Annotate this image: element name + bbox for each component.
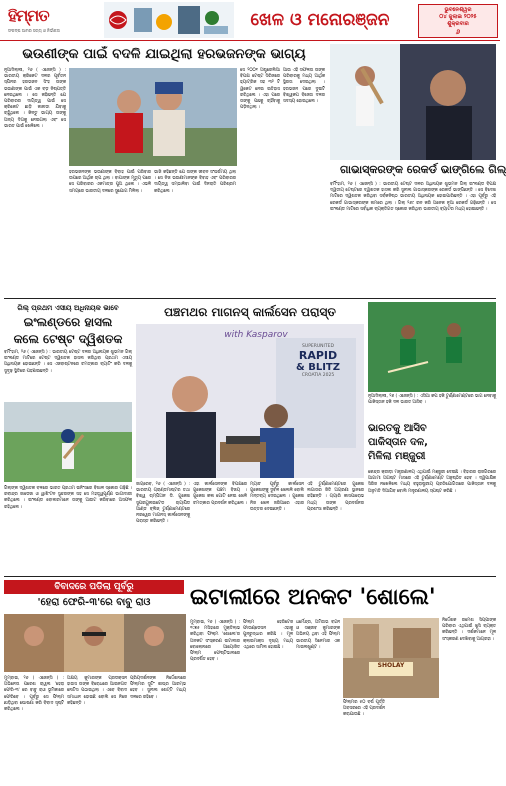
dateline-date: ୦୪ ଜୁଲାଇ ୨୦୨୫ (439, 14, 477, 20)
sholay-col4: ଫିଲ୍ମର ୫୦ ବର୍ଷ ପୂର୍ତ୍ତି ଅବସରରେ ଏହି ପ୍ରଦର୍ଶନ କରାଯାଉଛି । (343, 700, 385, 718)
dateline-city: ଭୁବନେଶ୍ୱର (444, 7, 472, 13)
newspaper-tagline: ସଂକଳ୍ପ ଆମର ସତ୍ୟ ଓ ନିର୍ଭୀକତା (8, 28, 60, 33)
section-divider (4, 298, 496, 299)
harbhajan-col1: ନୂଆଦିଲ୍ଲୀ, ୨୬ ( ଏଜେନ୍ସି ) : ଭାରତୀୟ କ୍ରିକେଟ ଦଳର ପୂର୍ବତନ ସ୍ପିନର ହରଭଜନ ସିଂହ ତାଙ୍କ ଭଉଣୀଙ୍କ ପାଇଁ ଏକ ବଡ଼ ନିଷ୍ପତ୍ତି ନେଇଥିଲେ । ସେ କହିଛନ୍ତି ଯେ ପରିବାରର ଦାୟିତ୍ୱ ପାଇଁ ସେ କ୍ରିକେଟ ଛାଡ଼ି କାନାଡା ଯିବାକୁ ଚାହୁଁଥିଲେ । କିନ୍ତୁ ଭାଗ୍ୟ ତାଙ୍କୁ ଅନ୍ୟ ଦିଗକୁ ନେଇଗଲା ଏବଂ ସେ ଭାରତ ପାଇଁ ଖେଳିଲେ । (4, 68, 66, 129)
sports-collage-icon (104, 2, 234, 38)
gill-record-headline: ଗାଭାସ୍କରଙ୍କ ରେକର୍ଡ ଭାଙ୍ଗିଲେ ଗିଲ୍ (340, 163, 506, 176)
harbhajan-family-photo (69, 68, 237, 166)
gukesh-carlsen-photo (136, 324, 364, 478)
harbhajan-col3: ଭାଜି କହିଛନ୍ତି ଯେ ତାଙ୍କ ଜୀବନ ସଂଘର୍ଷମୟ ଥିଲା । ସେ ନିଜ ଭଉଣୀମାନଙ୍କ ବିବାହ ଏବଂ ପରିବାରର ଦାୟିତ୍ୱ ସମ୍ଭାଳିବା ପାଇଁ ଦିନରାତି ପରିଶ୍ରମ କରିଥିଲେ । (154, 170, 236, 194)
hockey-headline-line1: ଭାରତକୁ ଆସିବ (368, 423, 427, 434)
hera-pheri-cast-photo (4, 614, 186, 672)
carlsen-headline: ପଞ୍ଚମଥର ମାଗନସ୍ କାର୍ଲସେନ ପରାସ୍ତ (164, 305, 336, 319)
babu-rao-headline-line2: 'ହେରା ଫେରି-୩'ରେ ବାବୁ ରାଓ (37, 597, 151, 608)
england-body-bottom: ଗିଲ୍ଙ୍କ ଦ୍ୱିଶତକ ବଳରେ ଭାରତ ପ୍ରଥମ ଇନିଂସରେ ବିଶାଳ ସ୍କୋର ଗଢ଼ିଛି । ରବୀନ୍ଦ୍ର ଜାଡେଜା ଓ ୱାଶିଂଟନ ସୁନ୍ଦରଙ୍କ ସହ ସେ ମହତ୍ତ୍ୱପୂର୍ଣ୍ଣ ଭାଗୀଦାରୀ କରିଥିଲେ । ଇଂଲଣ୍ଡ ବୋଲରମାନେ ତାଙ୍କୁ ଆଉଟ କରିବାରେ ଅସଫଳ ରହିଥିଲେ । (4, 486, 132, 510)
harbhajan-col2: ହରଭଜନଙ୍କ ଭଉଣୀଙ୍କ ବିବାହ ପାଇଁ ପରିବାର ଉପରେ ଆର୍ଥିକ ଚାପ ଥିଲା । ବାପାଙ୍କ ମୃତ୍ୟୁ ପରେ ସେ ପରିବାରର ଏକମାତ୍ର ପୁଅ ଥିଲେ । ଏଭଳି ସମୟରେ ଭାରତୀୟ ଦଳରେ ସୁଯୋଗ ମିଳିଲା । (69, 170, 151, 194)
carlsen-col1: ଜାଗ୍ରେବ, ୨୬ ( ଏଜେନ୍ସି ) : ଭାରତୀୟ ଗ୍ରାଣ୍ଡମାଷ୍ଟର ତଥା ବିଶ୍ୱ ଚାମ୍ପିଅନ ଡି. ଗୁକେଶ ସୁପରୟୁନାଇଟେଡ ର‍୍ୟାପିଡ ଆଣ୍ଡ ବ୍ଲିଜ୍ ଟୁର୍ଣ୍ଣାମେଣ୍ଟରେ ନରୱେର ମାଗନସ୍ କାର୍ଲସେନଙ୍କୁ ପରାସ୍ତ କରିଛନ୍ତି । (136, 482, 190, 525)
babu-rao-headline-line1: ବିବାଦରେ ପଡିଲା ପୂର୍ବରୁ (4, 580, 184, 594)
carlsen-col3: ମ୍ୟାଚ ପୂର୍ବରୁ କାର୍ଲସେନ ଗୁକେଶଙ୍କୁ ଦୁର୍ବଳ ଖେଳାଳି ବୋଲି ମନ୍ତବ୍ୟ ଦେଇଥିଲେ । ଗୁକେଶ ନିଜ ଖେଳ ଜରିଆରେ ଏହାର ଉତ୍ତର ଦେଇଛନ୍ତି । (250, 482, 304, 512)
event-name-2: RAPID (298, 349, 338, 362)
gill-batting-photo (4, 402, 132, 482)
harbhajan-col5: ଆଉ ଏହି ସଫଳତା ତାଙ୍କ ପରିବାରକୁ ମଧ୍ୟ ଆର୍ଥିକ ସ୍ଥିରତା ଦେଇଥିଲା । ହରଭଜନ ପରେ ଦୁଇଟି ବିଶ୍ୱକପ ବିଜେତା ଦଳର ସଦସ୍ୟ ହୋଇଥିଲେ । (283, 68, 325, 105)
hockey-body: କେନ୍ଦ୍ର କ୍ରୀଡ଼ା ମନ୍ତ୍ରଣାଳୟ ଏଥିପାଇଁ ମଞ୍ଜୁରୀ ଦେଇଛି । ବିହାରର ରାଜଗିରରେ ଆଗାମୀ ଅଗଷ୍ଟ ମାସରେ ଏହି ଟୁର୍ଣ୍ଣାମେଣ୍ଟ ଅନୁଷ୍ଠିତ ହେବ । ଦ୍ୱିପାକ୍ଷିକ ସିରିଜ ନଖେଳିଲେ ମଧ୍ୟ ବହୁରାଷ୍ଟ୍ରୀୟ ପ୍ରତିଯୋଗିତାରେ ପାକିସ୍ତାନ ଦଳକୁ ଅନୁମତି ଦିଆଯିବ ବୋଲି ମନ୍ତ୍ରଣାଳୟ ସ୍ପଷ୍ଟ କରିଛି । (368, 470, 496, 494)
babu-rao-col3: ପ୍ରିୟଦର୍ଶନଙ୍କ ନିର୍ଦ୍ଦେଶନାରେ ଫିଲ୍ମର ସୁଟିଂ ଶୀଘ୍ର ଆରମ୍ଭ ହେବ । ସୁନୀଲ ଶେଟ୍ଟି ମଧ୍ୟ ଦଳରେ ରହିବେ । (130, 676, 186, 700)
babu-rao-col1: ମୁମ୍ବାଇ, ୨୬ ( ଏଜେନ୍ସି ) : ଅଭିନେତା ପରେଶ ରାୱଲ 'ହେରା ଫେରି-୩' ରେ ବାବୁ ରାଓ ଭୂମିକାରେ ଫେରିବେ । ପୂର୍ବରୁ ସେ ଫିଲ୍ମ ଛାଡ଼ିଥିବା ଘୋଷଣା କରି ବିବାଦ ସୃଷ୍ଟି କରିଥିଲେ । (4, 676, 64, 713)
event-banner (284, 344, 352, 434)
england-headline-line1: ଗିଲ୍ ପ୍ରଥମ ଏସୀୟ ଅଧିନାୟକ ଭାବେ (17, 304, 119, 312)
sholay-festival-photo (343, 618, 439, 698)
harbhajan-headline: ଭଉଣୀଙ୍କ ପାଇଁ ବଦଳି ଯାଇଥିଲା ହରଭଜନଙ୍କ ଭାଗ୍ୟ (22, 46, 306, 62)
hockey-side-text (448, 422, 496, 468)
section-title: ଖେଳ ଓ ମନୋରଞ୍ଜନ (250, 10, 390, 30)
sholay-col3: ଧର୍ମେନ୍ଦ୍ର, ଅମିତାଭ ବଚ୍ଚନ ଓ ସଞ୍ଜୀବ କୁମାରଙ୍କ ଅଭିନୟ ଥିବା ଏହି ଫିଲ୍ମ ଭାରତୀୟ ସିନେମାର ଏକ ମାଇଲଖୁଣ୍ଟ । (296, 620, 340, 650)
sholay-photo-label: SHOLAY (377, 662, 405, 669)
sholay-col2: ଫିଲ୍ମ ହେରିଟେଜ ଫାଉଣ୍ଡେସନ ଏହାକୁ ପୁନରୁଦ୍ଧାର କରିଛି । ମୂଳ କ୍ଲାଇମାକ୍ସ ଦୃଶ୍ୟ ମଧ୍ୟ ଏଥିରେ ସାମିଲ ହୋଇଛି । (243, 620, 293, 650)
event-name-1: SUPERUNITED (302, 344, 334, 349)
sholay-col1: ମୁମ୍ବାଇ, ୨୬ ( ଏଜେନ୍ସି ) : ୧୯୭୫ ମସିହାରେ ମୁକ୍ତିଲାଭ କରିଥିବା ଫିଲ୍ମ 'ଶୋଲେ'ର ଅନକଟ ସଂସ୍କରଣ ଇଟାଲୀର ବୋଲୋନାରେ ଆୟୋଜିତ ଫିଲ୍ମ ଫେଷ୍ଟିଭାଲରେ ପ୍ରଦର୍ଶିତ ହେବ । (190, 620, 240, 663)
gill-gavaskar-photo (330, 44, 496, 160)
dateline-box (418, 4, 498, 38)
gill-record-body: ବର୍ମିଂହାମ, ୨୬ ( ଏଜେନ୍ସି ) : ଭାରତୀୟ ଟେଷ୍ଟ ଦଳର ଅଧିନାୟକ ଶୁଭମନ ଗିଲ୍ ଇଂଲଣ୍ଡ ବିପକ୍ଷ ଦ୍ୱିତୀୟ ଟେଷ୍ଟରେ ଦ୍ୱିଶତକ ହାସଲ କରି ସୁନୀଲ ଗାଭାସ୍କରଙ୍କ ରେକର୍ଡ ଭାଙ୍ଗିଛନ୍ତି । ସେ ବିଦେଶ ମାଟିରେ ଦ୍ୱିଶତକ କରିଥିବା ସର୍ବକନିଷ୍ଠ ଭାରତୀୟ ଅଧିନାୟକ ହୋଇପାରିଛନ୍ତି । ଏହା ପୂର୍ବରୁ ଏହି ରେକର୍ଡ ଗାଭାସ୍କରଙ୍କ ନାମରେ ଥିଲା । ଗିଲ୍ ୨୬୯ ରନ କରି ଅନେକ ନୂଆ ରେକର୍ଡ ଗଢ଼ିଛନ୍ତି । ସେ ଇଂଲଣ୍ଡ ମାଟିରେ ସର୍ବାଧିକ ବ୍ୟକ୍ତିଗତ ସ୍କୋର କରିଥିବା ଭାରତୀୟ ବ୍ୟାଟର ମଧ୍ୟ ହୋଇଛନ୍ତି । (330, 182, 496, 212)
hockey-body-top: ନୂଆଦିଲ୍ଲୀ, ୨୬ ( ଏଜେନ୍ସି ) : ଏସିଆ କପ ହକି ଟୁର୍ଣ୍ଣାମେଣ୍ଟରେ ଭାଗ ନେବାକୁ ପାକିସ୍ତାନ ହକି ଦଳ ଭାରତ ଆସିବ । (368, 394, 496, 406)
england-body-top: ବର୍ମିଂହାମ, ୨୬ ( ଏଜେନ୍ସି ) : ଭାରତୀୟ ଟେଷ୍ଟ ଦଳର ଅଧିନାୟକ ଶୁଭମନ ଗିଲ୍ ଇଂଲଣ୍ଡ ମାଟିରେ ଟେଷ୍ଟ ଦ୍ୱିଶତକ ହାସଲ କରିଥିବା ପ୍ରଥମ ଏସୀୟ ଅଧିନାୟକ ହୋଇଛନ୍ତି । ସେ ଏଜବାଷ୍ଟନରେ ଚମତ୍କାର ବ୍ୟାଟିଂ କରି ଦଳକୁ ସୁଦୃଢ଼ ସ୍ଥିତିରେ ପହଞ୍ଚାଇଛନ୍ତି । (4, 350, 132, 374)
babu-rao-col2: ଅକ୍ଷୟ କୁମାରଙ୍କ ପ୍ରଡକ୍ସନ ହାଉସ ତାଙ୍କ ବିରୋଧରେ ଆଇନଗତ ନୋଟିସ ପଠାଇଥିଲା । ଏବେ ବିବାଦ ସମାଧାନ ହୋଇଛି ବୋଲି ସେ ନିଜେ କହିଛନ୍ତି । (67, 676, 127, 706)
england-headline-line2: ଇଂଲଣ୍ଡରେ ହାସଲ (23, 315, 113, 329)
section-divider (4, 576, 496, 577)
carlsen-col2: ଏହା କାର୍ଲସେନଙ୍କ ବିପକ୍ଷରେ ଗୁକେଶଙ୍କ ପଞ୍ଚମ ବିଜୟ । ଗୁକେଶ କଳା ଗୋଟି ନେଇ ଖେଳି ଚମତ୍କାର ପ୍ରଦର୍ଶନ କରିଥିଲେ । (193, 482, 247, 506)
harbhajan-col4: ସେ ୨୦୦୧ ଅଷ୍ଟ୍ରେଲିଆ ବିପକ୍ଷ ଟେଷ୍ଟ ସିରିଜରେ ହ୍ୟାଟ୍ରିକ ସହ ୩୨ ଟି ୱିକେଟ ନେଇ ଇତିହାସ ରଚିଥିଲେ । ଏହା ପରେ ତାଙ୍କୁ ପଛକୁ ଚାହିଁବାକୁ ପଡ଼ିନଥିଲା । (240, 68, 280, 111)
hockey-headline-line2: ପାକିସ୍ତାନ ଦଳ, (368, 437, 428, 448)
page-number: ୬ (455, 28, 461, 36)
event-name-4: CROATIA 2025 (301, 373, 335, 378)
newspaper-logo: ହିମ୍ମତ (8, 6, 49, 25)
hockey-team-photo (368, 302, 496, 392)
dateline-day: ଶୁକ୍ରବାର (447, 21, 469, 27)
event-name-3: & BLITZ (296, 362, 340, 373)
masthead (0, 0, 500, 41)
sholay-col5: ନିର୍ଦ୍ଦେଶକ ରମେଶ ସିପ୍ପୀଙ୍କ ପରିବାର ଏଥିପାଇଁ ଖୁସି ବ୍ୟକ୍ତ କରିଛନ୍ତି । ଦର୍ଶକମାନେ ମୂଳ ସଂସ୍କରଣ ଦେଖିବାକୁ ଆଗ୍ରହୀ । (442, 618, 496, 642)
carlsen-col4: ଏହି ଟୁର୍ଣ୍ଣାମେଣ୍ଟରେ ଗୁକେଶ ଲଗାତାର ଜିତି ଅଗ୍ରଣୀ ସ୍ଥାନରେ ରହିଛନ୍ତି । ଗ୍ୟାରି କାସପାରୋଭ ମଧ୍ୟ ତାଙ୍କ ପ୍ରଦର୍ଶନର ପ୍ରଶଂସା କରିଛନ୍ତି । (307, 482, 364, 512)
hockey-headline-line3: ମିଳିଲା ମଞ୍ଜୁରୀ (368, 451, 426, 462)
sholay-headline: ଇଟାଲୀରେ ଅନକଟ 'ଶୋଲେ' (190, 585, 436, 610)
england-headline-line3: କଲେ ଟେଷ୍ଟ ଦ୍ୱିଶତକ (13, 332, 123, 346)
photo-overlay-text: with Kasparov (224, 330, 288, 340)
